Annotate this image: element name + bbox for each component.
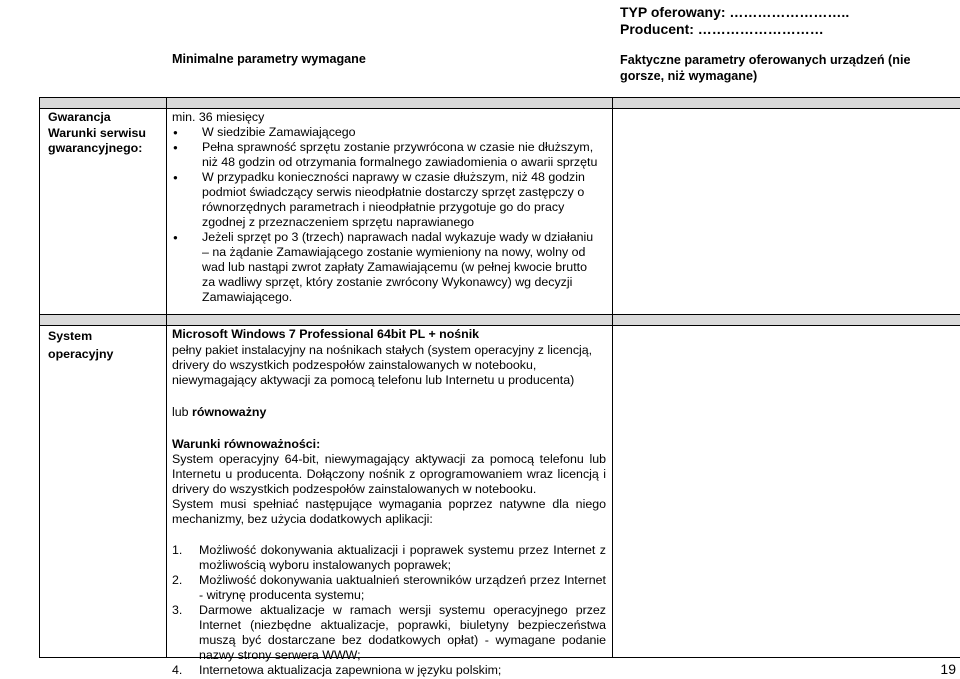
or-label: lub bbox=[172, 405, 189, 419]
service-terms-label: Warunki serwisu gwarancyjnego: bbox=[48, 125, 147, 155]
offer-header bbox=[620, 4, 849, 38]
list-item: 4. Internetowa aktualizacja zapewniona w języku polskim; bbox=[172, 663, 502, 677]
actual-params-heading: Faktyczne parametry oferowanych urządzeń (nie gorsze, niż wymagane) bbox=[620, 53, 911, 83]
offered-type-line: TYP oferowany: …………………….. bbox=[620, 4, 850, 20]
list-item: 3. Darmowe aktualizacje w ramach wersji systemu operacyjnego przez Internet (niezbędne aktualizacje, poprawki, biuletyny bezpieczeństwa muszą być dostarczane bez dodatkowych opłat) - wymagane podanie nazwy strony serwera WWW; bbox=[172, 603, 606, 662]
min-params-heading: Minimalne parametry wymagane bbox=[172, 52, 366, 66]
equivalence-paragraph: System operacyjny 64-bit, niewymagający aktywacji za pomocą telefonu lub Internetu u producenta. Dołączony nośnik z oprogramowaniem wraz licencją i drivery do wszystkich podzespołów zainstalowanych w notebooku. bbox=[172, 452, 606, 496]
os-product: Microsoft Windows 7 Professional 64bit PL + nośnik bbox=[172, 327, 480, 341]
equivalence-title: Warunki równoważności: bbox=[172, 437, 321, 451]
table-border bbox=[166, 97, 167, 658]
list-item: ● W przypadku konieczności naprawy w czasie dłuższym, niż 48 godzin podmiot świadczący serwis nieodpłatnie dostarczy sprzęt zastępczy o równorzędnych parametrach i nieodpłatnie przygotuje go do pracy zgodnej z przeznaczeniem sprzętu naprawianego bbox=[172, 170, 598, 230]
table-border bbox=[39, 97, 40, 658]
os-details bbox=[172, 327, 606, 678]
separator-band bbox=[39, 314, 960, 326]
producer-line: Producent: ……………………… bbox=[620, 21, 824, 37]
warranty-label: Gwarancja bbox=[48, 110, 111, 124]
os-label: System operacyjny bbox=[48, 329, 114, 361]
list-item: 1. Możliwość dokonywania aktualizacji i poprawek systemu przez Internet z możliwością wyboru instalowanych poprawek; bbox=[172, 543, 606, 572]
warranty-conditions-list bbox=[172, 125, 598, 305]
list-item: ● W siedzibie Zamawiającego bbox=[172, 125, 598, 140]
warranty-details bbox=[172, 110, 598, 305]
equivalent-label: równoważny bbox=[192, 405, 267, 419]
page-number: 19 bbox=[940, 661, 956, 677]
warranty-period: min. 36 miesięcy bbox=[172, 110, 265, 124]
separator-band bbox=[39, 97, 960, 109]
equivalence-requirements: System musi spełniać następujące wymagania poprzez natywne dla niego mechanizmy, bez użycia dodatkowych aplikacji: bbox=[172, 497, 606, 526]
warranty-label-cell bbox=[48, 110, 164, 157]
requirements-list bbox=[172, 543, 606, 678]
equivalent-line bbox=[172, 405, 606, 420]
list-item: 2. Możliwość dokonywania uaktualnień sterowników urządzeń przez Internet - witrynę producenta systemu; bbox=[172, 573, 606, 602]
os-description: pełny pakiet instalacyjny na nośnikach stałych (system operacyjny z licencją, drivery do wszystkich podzespołów zainstalowanych w notebooku, niewymagający aktywacji za pomocą telefonu lub Internetu u producenta) bbox=[172, 343, 593, 387]
list-item: ● Pełna sprawność sprzętu zostanie przywrócona w czasie nie dłuższym, niż 48 godzin od otrzymania formalnego zawiadomienia o awarii sprzętu bbox=[172, 140, 598, 170]
list-item: ● Jeżeli sprzęt po 3 (trzech) naprawach nadal wykazuje wady w działaniu – na żądanie Zamawiającego zostanie wymieniony na nowy, wolny od wad lub nastąpi zwrot zapłaty Zamawiającemu (w pełnej kwocie brutto za wadliwy sprzęt, który zostanie zwrócony Wykonawcy) wg decyzji Zamawiającego. bbox=[172, 230, 598, 305]
table-border bbox=[612, 97, 613, 658]
